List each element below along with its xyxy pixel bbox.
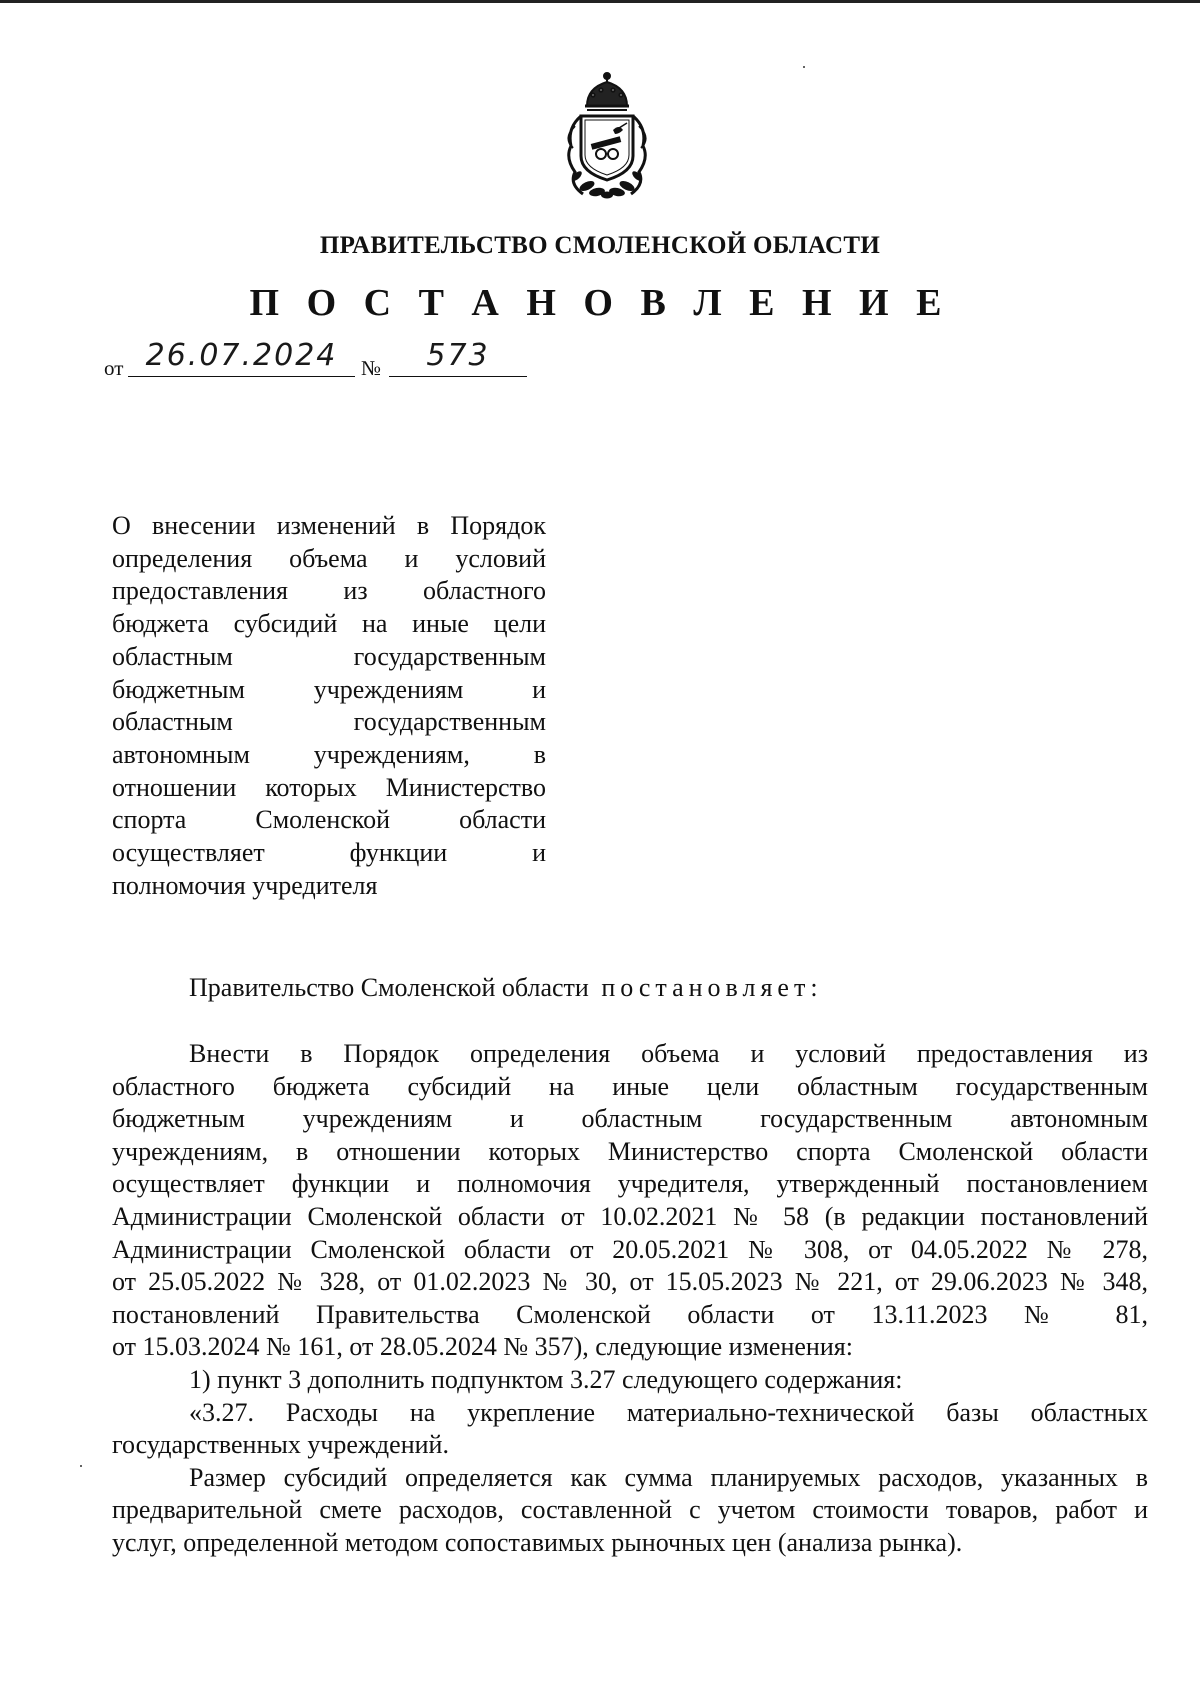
decree-intro xyxy=(189,973,823,1003)
body-line: от 15.03.2024 № 161, от 28.05.2024 № 357), следующие изменения: xyxy=(112,1332,853,1362)
decree-intro-verb: постановляет: xyxy=(601,973,823,1002)
subject-line: отношении которых Министерство xyxy=(112,772,546,802)
document-type-title: П О С Т А Н О В Л Е Н И Е xyxy=(249,282,951,324)
subject-line: бюджета субсидий на иные цели xyxy=(112,609,546,639)
subject-line: автономным учреждениям, в xyxy=(112,739,546,769)
number-field xyxy=(389,338,527,377)
subject-line: спорта Смоленской области xyxy=(112,805,546,835)
body-line: от 25.05.2022 № 328, от 01.02.2023 № 30, от 15.05.2023 № 221, от 29.06.2023 № 348, xyxy=(112,1267,1148,1297)
body-line: Внести в Порядок определения объема и условий предоставления из xyxy=(189,1039,1148,1068)
body-line: учреждениям, в отношении которых Министерство спорта Смоленской области xyxy=(112,1136,1148,1166)
subject-line: бюджетным учреждениям и xyxy=(112,674,546,704)
subject-line: предоставления из областного xyxy=(112,576,546,606)
subject-line: полномочия учредителя xyxy=(112,870,378,900)
body-line: услуг, определенной методом сопоставимых рыночных цен (анализа рынка). xyxy=(112,1527,963,1557)
scan-speck xyxy=(803,66,805,68)
document-date-number-line xyxy=(104,338,704,378)
date-prefix: от xyxy=(104,356,124,380)
decree-body xyxy=(112,1038,1148,1560)
subject-line: областным государственным xyxy=(112,641,546,671)
date-field xyxy=(128,338,355,377)
handwritten-date: 26.07.2024 xyxy=(145,338,338,373)
body-line: Администрации Смоленской области от 20.05.2021 № 308, от 04.05.2022 № 278, xyxy=(112,1234,1148,1264)
subject-line: определения объема и условий xyxy=(112,543,546,573)
body-line: государственных учреждений. xyxy=(112,1430,449,1460)
scan-top-edge xyxy=(0,0,1200,3)
body-line: Размер субсидий определяется как сумма планируемых расходов, указанных в xyxy=(189,1462,1148,1492)
coat-of-arms-icon xyxy=(557,68,657,203)
handwritten-number: 573 xyxy=(426,338,490,373)
body-line: бюджетным учреждениям и областным государственным автономным xyxy=(112,1104,1148,1134)
body-line: 1) пункт 3 дополнить подпунктом 3.27 следующего содержания: xyxy=(189,1364,903,1394)
organization-name: ПРАВИТЕЛЬСТВО СМОЛЕНСКОЙ ОБЛАСТИ xyxy=(319,232,881,259)
subject-line: областным государственным xyxy=(112,707,546,737)
body-line: предварительной смете расходов, составленной с учетом стоимости товаров, работ и xyxy=(112,1495,1148,1525)
body-line: Администрации Смоленской области от 10.02.2021 № 58 (в редакции постановлений xyxy=(112,1201,1148,1231)
scan-speck xyxy=(80,1465,82,1467)
subject-line: осуществляет функции и xyxy=(112,838,546,868)
body-line: осуществляет функции и полномочия учредителя, утвержденный постановлением xyxy=(112,1169,1148,1199)
document-subject xyxy=(112,510,546,902)
decree-intro-lead: Правительство Смоленской области xyxy=(189,973,589,1002)
subject-line: О внесении изменений в Порядок xyxy=(112,511,546,540)
number-prefix: № xyxy=(361,356,382,380)
body-line: «3.27. Расходы на укрепление материально-технической базы областных xyxy=(189,1397,1148,1427)
body-line: постановлений Правительства Смоленской области от 13.11.2023 № 81, xyxy=(112,1299,1148,1329)
body-line: областного бюджета субсидий на иные цели областным государственным xyxy=(112,1071,1148,1101)
